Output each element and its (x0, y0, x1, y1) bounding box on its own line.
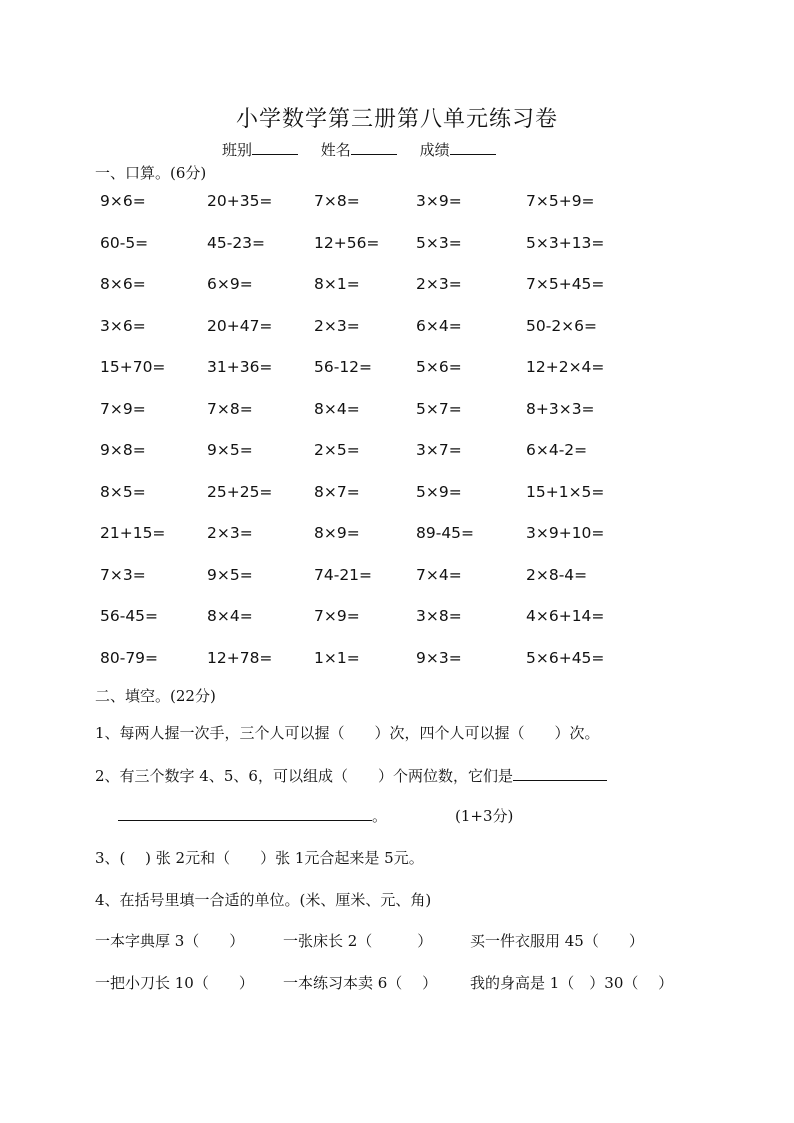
calc-problem: 9×3= (416, 648, 462, 667)
calc-problem: 2×3= (314, 316, 360, 335)
calc-problem: 8×6= (100, 275, 146, 293)
calc-problem: 7×9= (100, 399, 146, 418)
calc-problem: 2×8-4= (526, 565, 588, 584)
calc-problem: 7×3= (100, 565, 146, 584)
calc-problem: 9×8= (100, 441, 146, 459)
calc-problem: 12+2×4= (526, 358, 605, 376)
calc-problem: 21+15= (100, 524, 166, 542)
calc-problem: 8×1= (314, 275, 360, 293)
calc-problem: 15+70= (100, 358, 166, 376)
q4-item-4: 一把小刀长 10（ ） (95, 974, 254, 992)
question-4: 4、在括号里填一合适的单位。(米、厘米、元、角) (95, 891, 432, 909)
q4-item-6: 我的身高是 1（ ）30（ ） (470, 974, 674, 992)
calc-problem: 8×4= (314, 399, 360, 418)
question-3: 3、( ) 张 2元和（ ）张 1元合起来是 5元。 (95, 849, 424, 867)
calc-problem: 9×5= (207, 441, 253, 459)
calc-problem: 6×9= (207, 275, 253, 293)
calc-problem: 7×4= (416, 565, 462, 584)
question-1: 1、每两人握一次手，三个人可以握（ ）次，四个人可以握（ ）次。 (95, 724, 600, 742)
calc-problem: 7×8= (314, 192, 360, 210)
q4-item-3: 买一件衣服用 45（ ） (470, 932, 644, 950)
name-blank[interactable] (351, 140, 397, 155)
calc-problem: 8×7= (314, 482, 360, 501)
calc-problem: 7×5+9= (526, 192, 595, 210)
calc-problem: 7×8= (207, 399, 253, 418)
student-info-line (222, 139, 496, 160)
calc-problem: 20+47= (207, 316, 273, 335)
calc-problem: 5×6= (416, 358, 462, 376)
calc-problem: 3×8= (416, 607, 462, 625)
calc-problem: 45-23= (207, 233, 266, 252)
calc-problem: 6×4-2= (526, 441, 588, 459)
calc-problem: 3×9= (416, 192, 462, 210)
question-2-answer-blank-1[interactable] (513, 766, 607, 781)
calc-problem: 56-12= (314, 358, 373, 376)
score-blank[interactable] (450, 140, 496, 155)
score-label: 成绩 (419, 141, 450, 159)
question-2-text: 2、有三个数字 4、5、6，可以组成（ ）个两位数，它们是 (95, 767, 513, 785)
q4-item-2: 一张床长 2（ ） (283, 932, 433, 950)
calc-problem: 60-5= (100, 233, 149, 252)
section2-heading: 二、填空。(22分) (95, 687, 216, 705)
section1-heading: 一、口算。(6分) (95, 164, 207, 182)
calc-problem: 5×9= (416, 482, 462, 501)
calc-problem: 2×5= (314, 441, 360, 459)
calc-problem: 31+36= (207, 358, 273, 376)
calc-problem: 8×4= (207, 607, 253, 625)
calc-problem: 9×6= (100, 192, 146, 210)
calc-problem: 8×5= (100, 482, 146, 501)
calc-problem: 8+3×3= (526, 399, 595, 418)
class-label: 班别 (222, 141, 253, 159)
calc-problem: 56-45= (100, 607, 159, 625)
calc-problem: 6×4= (416, 316, 462, 335)
calc-problem: 9×5= (207, 565, 253, 584)
calc-problem: 89-45= (416, 524, 475, 542)
calc-problem: 7×9= (314, 607, 360, 625)
calc-problem: 12+56= (314, 233, 380, 252)
calc-problem: 5×6+45= (526, 648, 605, 667)
question-2-line-1 (95, 765, 607, 786)
calc-problem: 5×7= (416, 399, 462, 418)
calc-problem: 8×9= (314, 524, 360, 542)
question-2-answer-blank-2[interactable] (118, 806, 372, 821)
q4-item-5: 一本练习本卖 6（ ） (283, 974, 438, 992)
question-2-line-2 (118, 805, 387, 826)
calc-problem: 3×9+10= (526, 524, 605, 542)
calc-problem: 3×6= (100, 316, 146, 335)
calc-problem: 7×5+45= (526, 275, 605, 293)
calc-problem: 80-79= (100, 648, 159, 667)
calc-problem: 74-21= (314, 565, 373, 584)
calc-problem: 5×3+13= (526, 233, 605, 252)
class-blank[interactable] (252, 140, 298, 155)
page-title: 小学数学第三册第八单元练习卷 (235, 107, 558, 132)
calc-problem: 2×3= (416, 275, 462, 293)
calc-problem: 25+25= (207, 482, 273, 501)
calc-problem: 12+78= (207, 648, 273, 667)
calc-problem: 3×7= (416, 441, 462, 459)
calc-problem: 20+35= (207, 192, 273, 210)
name-label: 姓名 (320, 141, 351, 159)
calc-problem: 15+1×5= (526, 482, 605, 501)
calc-problem: 4×6+14= (526, 607, 605, 625)
calc-problem: 50-2×6= (526, 316, 598, 335)
question-2-score: (1+3分) (455, 807, 514, 825)
q4-item-1: 一本字典厚 3（ ） (95, 932, 245, 950)
question-2-period: 。 (372, 807, 388, 825)
calc-problem: 2×3= (207, 524, 253, 542)
calc-problem: 1×1= (314, 648, 360, 667)
calc-problem: 5×3= (416, 233, 462, 252)
